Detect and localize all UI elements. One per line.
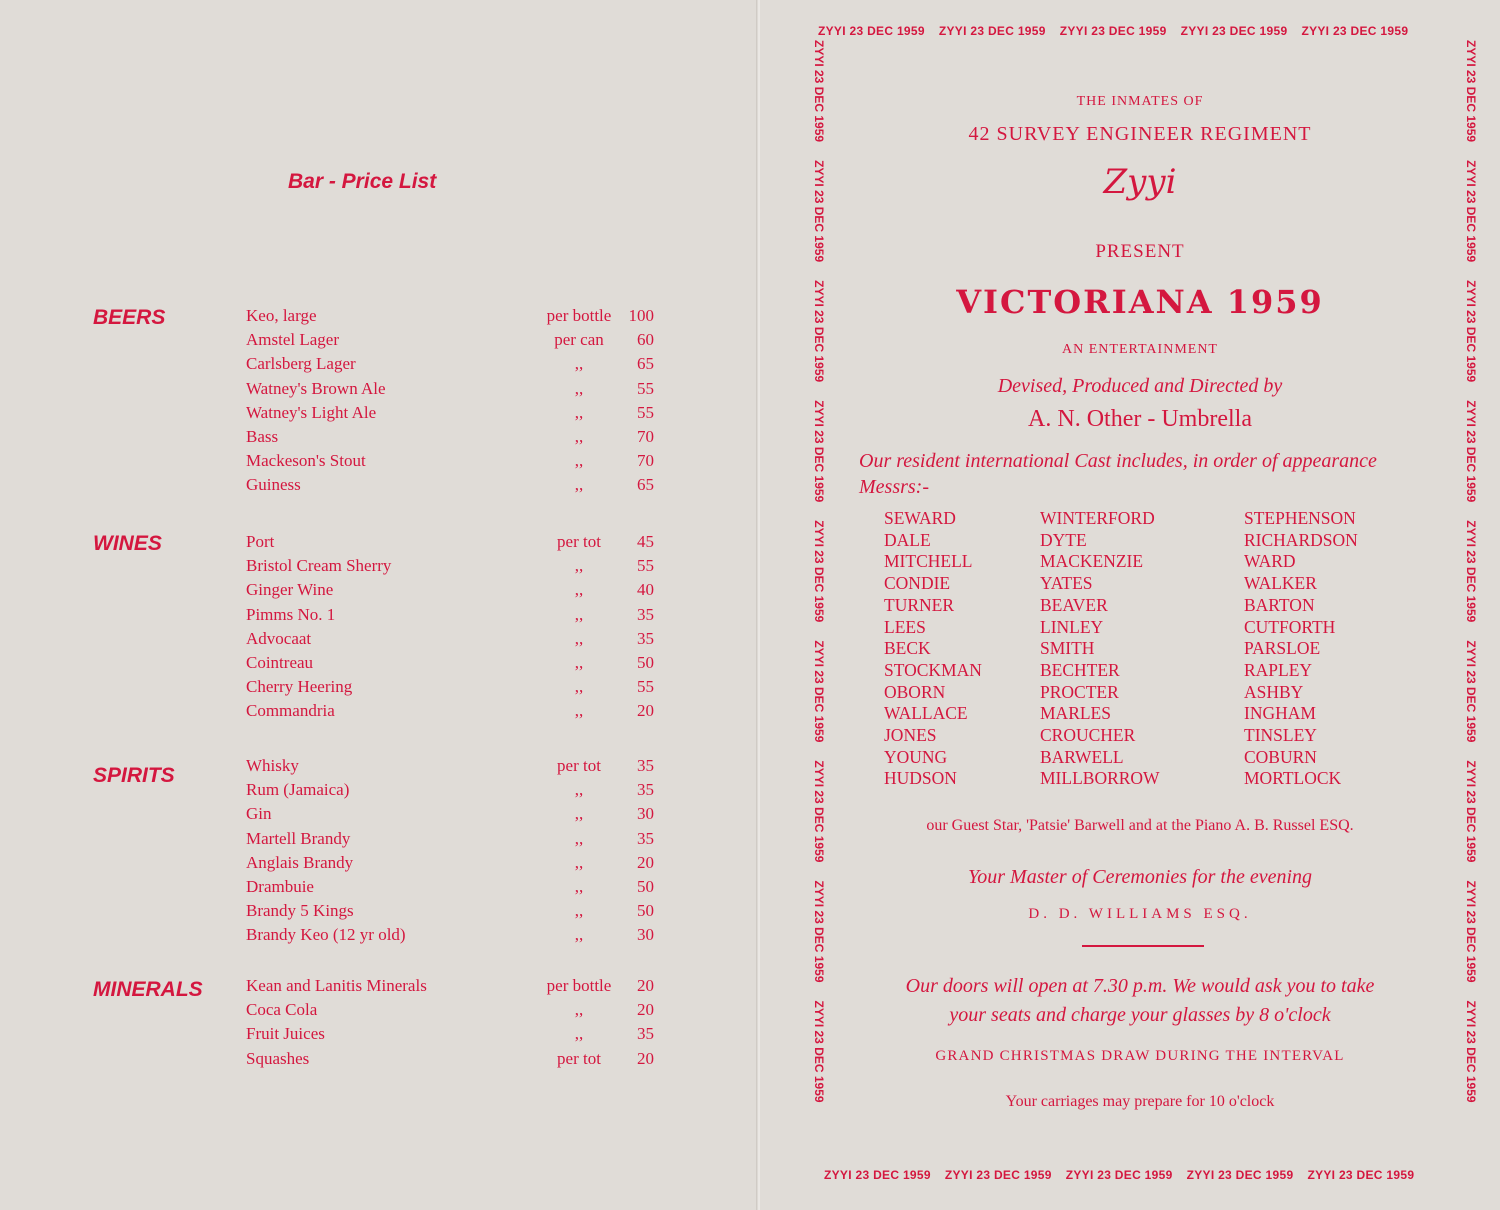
cast-member: BECK: [884, 638, 931, 659]
date-stamp: ZYYI 23 DEC 1959: [812, 280, 826, 383]
item-unit: ,,: [574, 451, 584, 471]
doors-line-1: Our doors will open at 7.30 p.m. We would ask you to take: [905, 975, 1375, 997]
border-stamp-bottom: [824, 1168, 1428, 1182]
item-name: Bristol Cream Sherry: [246, 556, 392, 576]
price-list-item: [246, 853, 660, 877]
item-price: 70: [637, 451, 654, 471]
price-list-item: [246, 1024, 660, 1048]
item-price: 70: [637, 427, 654, 446]
item-name: Anglais Brandy: [246, 852, 354, 872]
item-price: 55: [637, 402, 654, 422]
price-list-item: [246, 804, 660, 828]
cast-member: LEES: [884, 616, 926, 637]
item-price: 55: [637, 677, 654, 697]
cast-member: OBORN: [884, 681, 946, 702]
cast-member: BARWELL: [1040, 746, 1124, 767]
item-name: Port: [246, 532, 275, 551]
item-price: 60: [637, 330, 654, 350]
item-unit: per bottle: [546, 976, 612, 995]
price-list-item: [246, 580, 660, 604]
date-stamp: ZYYI 23 DEC 1959: [1301, 24, 1409, 38]
cast-member: WARD: [1244, 551, 1296, 572]
item-price: 20: [637, 852, 654, 872]
price-list-item: [246, 354, 660, 378]
item-name: Gin: [246, 804, 272, 824]
date-stamp: ZYYI 23 DEC 1959: [812, 640, 826, 743]
item-unit: ,,: [574, 653, 584, 672]
price-list-item: [246, 780, 660, 804]
master-of-ceremonies-line: Your Master of Ceremonies for the evening: [967, 866, 1313, 888]
item-name: Bass: [246, 427, 279, 446]
guest-star-line: our Guest Star, 'Patsie' Barwell and at the Piano A. B. Russel ESQ.: [926, 817, 1354, 834]
cast-member: CUTFORTH: [1244, 616, 1336, 637]
carriages-line: Your carriages may prepare for 10 o'clock: [1005, 1093, 1275, 1110]
cast-member: COBURN: [1244, 746, 1317, 767]
cast-member: WINTERFORD: [1040, 508, 1155, 528]
cast-column-3: [1244, 508, 1358, 790]
price-list-item: [246, 925, 660, 949]
item-price: 20: [637, 1000, 654, 1020]
cast-member: PROCTER: [1040, 681, 1119, 702]
cast-member: JONES: [884, 725, 937, 746]
price-list-item: [246, 403, 660, 427]
item-unit: ,,: [574, 701, 584, 721]
cast-member: ASHBY: [1244, 681, 1304, 702]
date-stamp: ZYYI 23 DEC 1959: [944, 1168, 1052, 1182]
item-price: 35: [637, 756, 654, 775]
cast-member: RAPLEY: [1244, 659, 1313, 680]
item-name: Drambuie: [246, 877, 314, 896]
item-price: 45: [637, 532, 654, 551]
item-name: Ginger Wine: [246, 580, 334, 600]
price-list-item: [246, 701, 660, 725]
item-price: 35: [637, 604, 654, 624]
item-unit: per tot: [557, 1048, 601, 1068]
zyyi-signature: Zyyi: [1103, 162, 1177, 202]
date-stamp: ZYYI 23 DEC 1959: [1464, 400, 1478, 503]
item-name: Fruit Juices: [246, 1024, 325, 1044]
item-unit: ,,: [574, 354, 584, 374]
category-spirits: SPIRITS: [93, 764, 175, 787]
item-name: Watney's Light Ale: [246, 402, 377, 422]
item-unit: per can: [554, 330, 604, 350]
cast-member: RICHARDSON: [1244, 529, 1358, 550]
date-stamp: ZYYI 23 DEC 1959: [1464, 280, 1478, 383]
date-stamp: ZYYI 23 DEC 1959: [824, 1168, 931, 1182]
price-list-item: [246, 677, 660, 701]
cast-member: HUDSON: [884, 768, 957, 789]
item-name: Carlsberg Lager: [246, 354, 356, 374]
date-stamp: ZYYI 23 DEC 1959: [812, 880, 826, 983]
cast-member: WALKER: [1244, 573, 1317, 594]
present-line: PRESENT: [1095, 241, 1185, 262]
item-unit: ,,: [574, 378, 584, 398]
item-price: 20: [637, 1048, 654, 1068]
date-stamp: ZYYI 23 DEC 1959: [818, 24, 925, 38]
price-list-item: [246, 330, 660, 354]
cast-member: PARSLOE: [1244, 638, 1321, 659]
master-of-ceremonies-name: D. D. WILLIAMS ESQ.: [1028, 906, 1252, 922]
date-stamp: ZYYI 23 DEC 1959: [1464, 880, 1478, 983]
date-stamp: ZYYI 23 DEC 1959: [1464, 520, 1478, 623]
cast-member: SEWARD: [884, 508, 956, 528]
item-unit: ,,: [574, 1024, 584, 1044]
item-price: 35: [637, 1024, 654, 1044]
cast-member: TINSLEY: [1244, 725, 1317, 746]
item-price: 65: [637, 354, 654, 374]
cast-member: DYTE: [1040, 529, 1087, 550]
price-list-item: [246, 451, 660, 475]
date-stamp: ZYYI 23 DEC 1959: [1464, 1000, 1478, 1103]
item-unit: per tot: [557, 756, 601, 775]
price-list-item: [246, 532, 660, 556]
cast-member: YATES: [1040, 573, 1093, 594]
cast-member: TURNER: [884, 594, 954, 615]
price-list-item: [246, 306, 660, 330]
cast-member: BECHTER: [1040, 659, 1120, 680]
item-unit: ,,: [574, 828, 584, 848]
price-list-item: [246, 475, 660, 499]
item-price: 50: [637, 901, 654, 921]
border-stamp-right: [1464, 40, 1478, 1121]
devised-line: Devised, Produced and Directed by: [997, 375, 1283, 397]
item-unit: ,,: [574, 402, 584, 422]
cast-member: MILLBORROW: [1040, 768, 1160, 789]
item-name: Squashes: [246, 1048, 310, 1068]
item-price: 20: [637, 976, 654, 995]
cast-column-1: [884, 508, 982, 790]
cast-member: BEAVER: [1040, 594, 1108, 615]
inmates-line: THE INMATES OF: [1076, 94, 1204, 109]
item-name: Keo, large: [246, 306, 317, 325]
item-price: 65: [637, 475, 654, 495]
cast-column-2: [1040, 508, 1160, 790]
price-list-item: [246, 379, 660, 403]
category-beers: BEERS: [93, 306, 166, 329]
item-name: Brandy Keo (12 yr old): [246, 925, 406, 945]
item-name: Kean and Lanitis Minerals: [246, 976, 427, 995]
item-name: Commandria: [246, 701, 335, 721]
item-name: Brandy 5 Kings: [246, 901, 354, 921]
date-stamp: ZYYI 23 DEC 1959: [812, 400, 826, 503]
date-stamp: ZYYI 23 DEC 1959: [812, 1000, 826, 1103]
item-unit: ,,: [574, 925, 584, 945]
cast-member: CROUCHER: [1040, 725, 1136, 746]
cast-member: MACKENZIE: [1040, 551, 1144, 572]
date-stamp: ZYYI 23 DEC 1959: [812, 40, 826, 143]
item-unit: ,,: [574, 901, 584, 921]
item-unit: ,,: [574, 604, 584, 624]
price-list-item: [246, 427, 660, 451]
item-unit: ,,: [574, 677, 584, 697]
item-name: Watney's Brown Ale: [246, 378, 386, 398]
cast-intro: Our resident international Cast includes, in order of appearance Messrs:-: [859, 450, 1377, 498]
date-stamp: ZYYI 23 DEC 1959: [938, 24, 1046, 38]
date-stamp: ZYYI 23 DEC 1959: [1186, 1168, 1294, 1182]
item-name: Rum (Jamaica): [246, 780, 350, 800]
item-name: Cherry Heering: [246, 677, 353, 697]
item-name: Mackeson's Stout: [246, 451, 366, 471]
item-unit: ,,: [574, 804, 584, 824]
cast-member: STEPHENSON: [1244, 508, 1356, 528]
price-list-item: [246, 605, 660, 629]
doors-line-2: your seats and charge your glasses by 8 o'clock: [949, 1004, 1331, 1026]
date-stamp: ZYYI 23 DEC 1959: [1464, 640, 1478, 743]
item-name: Cointreau: [246, 653, 314, 672]
item-unit: ,,: [574, 852, 584, 872]
date-stamp: ZYYI 23 DEC 1959: [1464, 760, 1478, 863]
item-unit: ,,: [574, 556, 584, 576]
price-list-item: [246, 653, 660, 677]
date-stamp: ZYYI 23 DEC 1959: [1464, 160, 1478, 263]
cast-member: MORTLOCK: [1244, 768, 1342, 789]
price-list-item: [246, 829, 660, 853]
cast-member: YOUNG: [884, 746, 948, 767]
item-unit: ,,: [574, 475, 584, 495]
cast-member: INGHAM: [1244, 703, 1316, 724]
doors-info: [780, 972, 1500, 1030]
item-price: 40: [637, 580, 654, 600]
date-stamp: ZYYI 23 DEC 1959: [812, 160, 826, 263]
item-name: Amstel Lager: [246, 330, 339, 350]
date-stamp: ZYYI 23 DEC 1959: [1065, 1168, 1173, 1182]
divider-rule: [1082, 945, 1204, 947]
border-stamp-top: [818, 24, 1422, 38]
cast-member: MARLES: [1040, 703, 1111, 724]
regiment-name: 42 SURVEY ENGINEER REGIMENT: [968, 123, 1312, 145]
cast-member: CONDIE: [884, 573, 951, 594]
item-name: Martell Brandy: [246, 828, 351, 848]
border-stamp-left: [812, 40, 826, 1121]
item-price: 35: [637, 828, 654, 848]
date-stamp: ZYYI 23 DEC 1959: [1464, 40, 1478, 143]
item-price: 35: [637, 780, 654, 800]
price-list-item: [246, 901, 660, 925]
price-list-item: [246, 1000, 660, 1024]
price-list-item: [246, 877, 660, 901]
item-unit: ,,: [574, 1000, 584, 1020]
item-unit: ,,: [574, 580, 584, 600]
item-unit: per bottle: [546, 306, 612, 325]
cast-member: WALLACE: [884, 703, 968, 724]
christmas-draw-line: GRAND CHRISTMAS DRAW DURING THE INTERVAL: [935, 1048, 1345, 1064]
category-minerals: MINERALS: [93, 978, 203, 1001]
item-unit: ,,: [574, 877, 584, 896]
date-stamp: ZYYI 23 DEC 1959: [1307, 1168, 1415, 1182]
item-name: Whisky: [246, 756, 299, 775]
show-title: VICTORIANA 1959: [956, 283, 1324, 321]
item-price: 55: [637, 556, 654, 576]
cast-member: BARTON: [1244, 594, 1315, 615]
price-list-item: [246, 556, 660, 580]
item-price: 30: [637, 925, 654, 945]
date-stamp: ZYYI 23 DEC 1959: [812, 760, 826, 863]
date-stamp: ZYYI 23 DEC 1959: [1059, 24, 1167, 38]
cast-member: SMITH: [1040, 638, 1095, 659]
price-list-item: [246, 756, 660, 780]
item-price: 30: [637, 804, 654, 824]
item-unit: ,,: [574, 427, 584, 446]
date-stamp: ZYYI 23 DEC 1959: [812, 520, 826, 623]
price-list-item: [246, 629, 660, 653]
item-price: 20: [637, 701, 654, 721]
item-name: Advocaat: [246, 628, 312, 648]
cast-member: LINLEY: [1040, 616, 1104, 637]
item-unit: ,,: [574, 780, 584, 800]
cast-member: STOCKMAN: [884, 659, 982, 680]
item-name: Guiness: [246, 475, 301, 495]
category-wines: WINES: [93, 532, 162, 555]
bar-price-list-title: Bar - Price List: [288, 170, 437, 193]
item-name: Coca Cola: [246, 1000, 318, 1020]
price-list-item: [246, 976, 660, 1000]
item-price: 35: [637, 628, 654, 648]
price-list-item: [246, 1049, 660, 1073]
item-price: 100: [628, 306, 654, 325]
item-price: 50: [637, 653, 654, 672]
cast-member: MITCHELL: [884, 551, 973, 572]
item-unit: ,,: [574, 628, 584, 648]
item-price: 50: [637, 877, 654, 896]
item-name: Pimms No. 1: [246, 604, 336, 624]
date-stamp: ZYYI 23 DEC 1959: [1180, 24, 1288, 38]
director-name: A. N. Other - Umbrella: [1028, 406, 1252, 432]
item-unit: per tot: [557, 532, 601, 551]
cast-member: DALE: [884, 529, 931, 550]
subtitle: AN ENTERTAINMENT: [1062, 342, 1218, 357]
item-price: 55: [637, 378, 654, 398]
